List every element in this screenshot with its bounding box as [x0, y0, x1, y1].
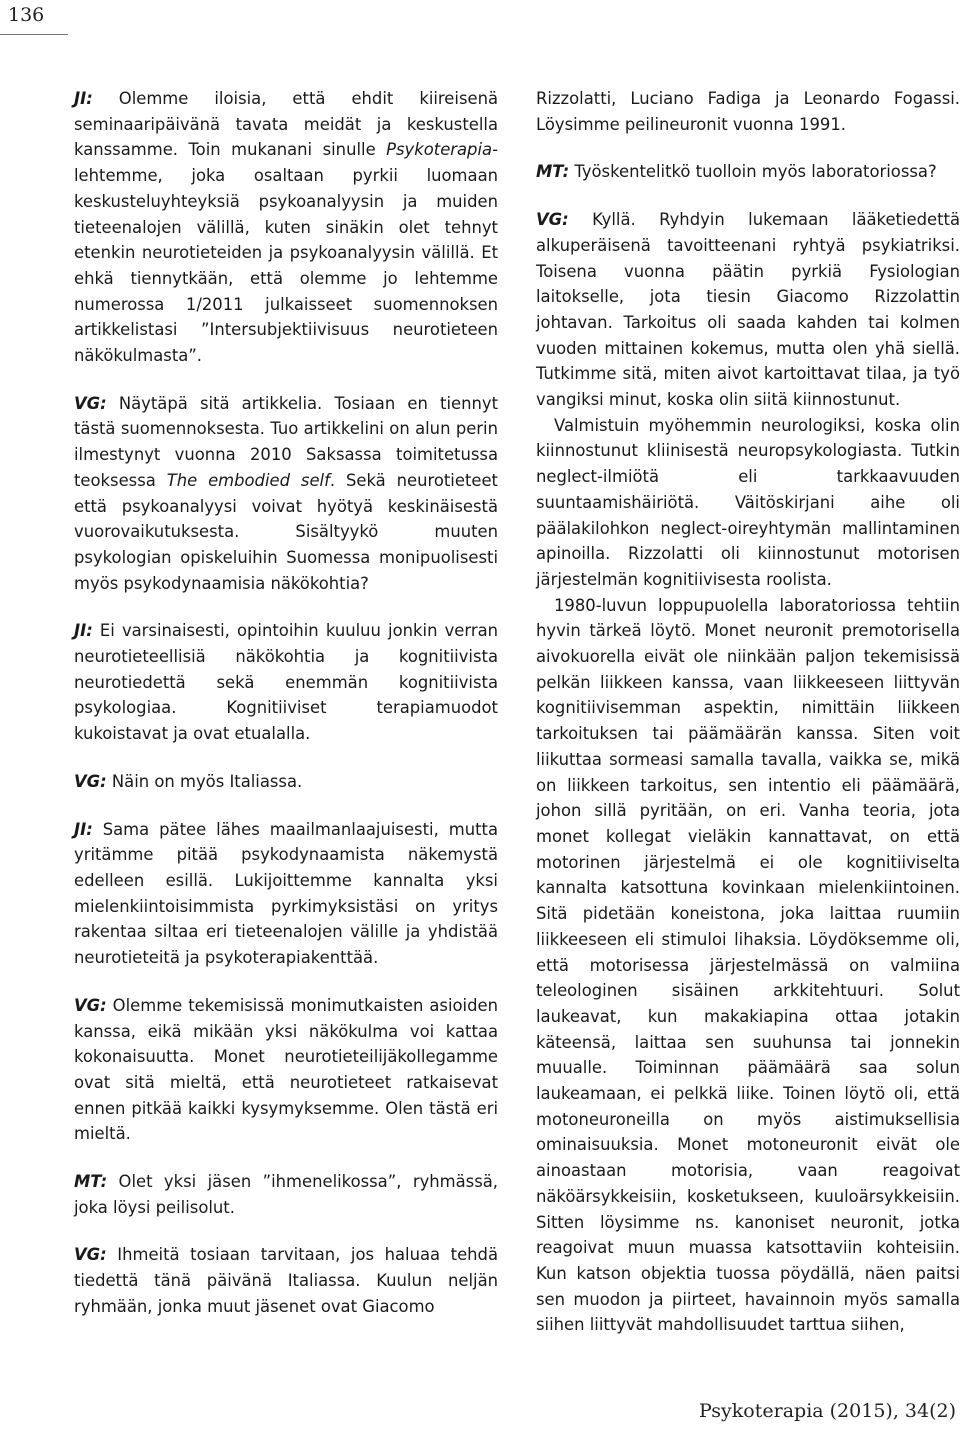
speaker-label: JI:	[74, 89, 93, 108]
paragraph-text: Olet yksi jäsen ”ihmenelikossa”, ryhmässä, joka löysi peilisolut.	[74, 1172, 498, 1217]
paragraph-text: . Sekä neurotieteet että psykoanalyysi voivat hyötyä keskinäisestä vuorovaikutuksesta. Sisältyykö muuten psykologian opiskeluihin Suomessa monipuolisesti myös psykodynaamisia näkökohtia?	[74, 470, 498, 593]
left-column-paragraph	[74, 1169, 498, 1220]
page-number: 136	[8, 4, 45, 26]
journal-citation-footer: Psykoterapia (2015), 34(2)	[699, 1400, 956, 1422]
right-column-paragraph: Valmistuin myöhemmin neurologiksi, koska olin kiinnostunut kliinisestä neuropsykologiasta. Tutkin neglect-ilmiötä eli tarkkaavuuden suuntaamishäiriötä. Väitöskirjani aihe oli päälakilohkon neglect-oireyhtymän mallintaminen apinoilla. Rizzolatti oli kiinnostunut motorisen järjestelmän kognitiivisesta roolista.	[536, 415, 960, 589]
left-column-paragraph	[74, 769, 498, 795]
speaker-label: JI:	[74, 621, 93, 641]
left-column-paragraph	[74, 618, 498, 747]
speaker-label: VG:	[536, 210, 569, 230]
paragraph-text: Kyllä. Ryhdyin lukemaan lääketiedettä alkuperäisenä tavoitteenani ryhtyä psykiatriksi. Toisena vuonna päätin pyrkiä Fysiologian laitokselle, jota tiesin Giacomo Rizzolattin johtavan. Tarkoitus oli saada kahden tai kolmen vuoden mittainen kokemus, mutta olen yhä siellä. Tutkimme sitä, miten aivot kartoittavat tilaa, ja työ vangiksi minut, koska olin siitä kiinnostunut.	[536, 210, 960, 410]
speaker-label: VG:	[74, 1245, 107, 1265]
speaker-label: VG:	[74, 393, 107, 413]
right-column-paragraph: 1980-luvun loppupuolella laboratoriossa tehtiin hyvin tärkeä löytö. Monet neuronit premotorisella aivokuorella eivät ole niinkään paljon tekemisissä pelkän liikkeen kanssa, vaan liikkeeseen liittyvän kognitiivisemman aspektin, nimittäin liikkeen tarkoituksen tai päämäärän kanssa. Siten voit liikuttaa sormeasi samalla tavalla, vaikka se, mikä on liikkeen tarkoitus, sen intentio eli päämäärä, johon sillä pyritään, on eri. Vanha teoria, jota monet kollegat vieläkin kannattavat, on että motorinen järjestelmä ei ole kognitiiviselta kannalta katsottuna kovinkaan mielenkiintoinen. Sitä pidetään koneistona, joka laittaa ruumiin liikkeeseen eli stimuloi lihaksia. Löydöksemme oli, että motorisessa järjestelmässä on valmiina teleologinen sisäinen arkkitehtuuri. Solut laukeavat, kun makakiapina ottaa jotakin käteensä, laittaa sen suuhunsa tai jonnekin muualle. Toiminnan päämäärä saa solun laukeamaan, ei pelkkä liike. Toinen löytö oli, että motoneuroneilla on myös aistimuksellisia ominaisuuksia. Monet motoneuronit eivät ole ainoastaan motorisia, vaan reagoivat näköärsykkeisiin, kosketukseen, kuuloärsykkeisiin. Sitten löysimme ns. kanoniset neuronit, jotka reagoivat muun muassa katsottaviin kohteisiin. Kun katson objektia tuossa pöydällä, näen paitsi sen muodon ja piirteet, havainnoin myös samalla siihen liittyvät mahdollisuudet tarttua siihen,	[536, 595, 960, 1335]
right-column	[536, 86, 960, 1338]
paragraph-text: -lehtemme, joka osaltaan pyrkii luomaan keskusteluyhteyksiä psykoanalyysin ja muiden tieteenalojen välillä, kuten sinäkin olet tehnyt etenkin neurotieteiden ja psykoanalyysin välillä. Et ehkä tiennytkään, että olemme jo lehtemme numerossa 1/2011 julkaisseet suomennoksen artikkelistasi ”Intersubjektiivisuus neurotieteen näkökulmasta”.	[74, 140, 498, 366]
speaker-label: VG:	[74, 771, 107, 791]
paragraph-text: Näytäpä sitä artikkelia. Tosiaan en tiennyt tästä suomennoksesta. Tuo artikkelini on alun perin ilmestynyt vuonna 2010 Saksassa toimitetussa teoksessa	[74, 393, 498, 490]
right-column-paragraph	[536, 86, 960, 137]
paragraph-text: Olemme tekemisissä monimutkaisten asioiden kanssa, eikä mikään yksi näkökulma voi kattaa kokonaisuutta. Monet neurotieteilijäkollegamme ovat sitä mieltä, että neurotieteet ratkaisevat ennen pitkää kaikki kysymyksemme. Olen tästä eri mieltä.	[74, 995, 498, 1144]
speaker-label: MT:	[536, 162, 570, 182]
speaker-label: MT:	[74, 1172, 108, 1192]
left-column	[74, 86, 498, 1342]
left-column-paragraph	[74, 993, 498, 1147]
left-column-paragraph	[74, 391, 498, 597]
speaker-label: VG:	[74, 995, 107, 1015]
left-column-paragraph	[74, 1242, 498, 1319]
right-column-paragraph	[536, 159, 960, 185]
left-column-paragraph	[74, 86, 498, 369]
italic-title: The embodied self	[166, 470, 330, 490]
left-column-paragraph	[74, 817, 498, 971]
paragraph-text: Sama pätee lähes maailmanlaajuisesti, mutta yritämme pitää psykodynaamista näkemystä edelleen esillä. Lukijoittemme kannalta yksi mielenkiintoisimmista pyrkimyksistäsi on yritys rakentaa siltaa eri tieteenalojen välille ja yhdistää neurotieteitä ja psykoterapiakenttää.	[74, 819, 498, 968]
italic-title: Psykoterapia	[386, 140, 493, 160]
paragraph-text: Ei varsinaisesti, opintoihin kuuluu jonkin verran neurotieteellisiä näkökohtia ja kognitiivista neurotiedettä sekä enemmän kognitiivista psykologiaa. Kognitiiviset terapiamuodot kukoistavat ja ovat etualalla.	[74, 621, 498, 744]
paragraph-text: Näin on myös Italiassa.	[106, 771, 303, 791]
right-column-paragraph	[536, 207, 960, 413]
paragraph-text: Olemme iloisia, että ehdit kiireisenä seminaaripäivänä tavata meidät ja keskustella kanssamme. Toin mukanani sinulle	[74, 89, 498, 160]
paragraph-text: Työskentelitkö tuolloin myös laboratoriossa?	[569, 162, 937, 182]
paragraph-text: Rizzolatti, Luciano Fadiga ja Leonardo Fogassi. Löysimme peilineuronit vuonna 1991.	[536, 89, 960, 134]
paragraph-text: Ihmeitä tosiaan tarvitaan, jos haluaa tehdä tiedettä tänä päivänä Italiassa. Kuulun neljän ryhmään, jonka muut jäsenet ovat Giacomo	[74, 1245, 498, 1316]
page-number-rule	[0, 34, 68, 35]
speaker-label: JI:	[74, 819, 93, 839]
